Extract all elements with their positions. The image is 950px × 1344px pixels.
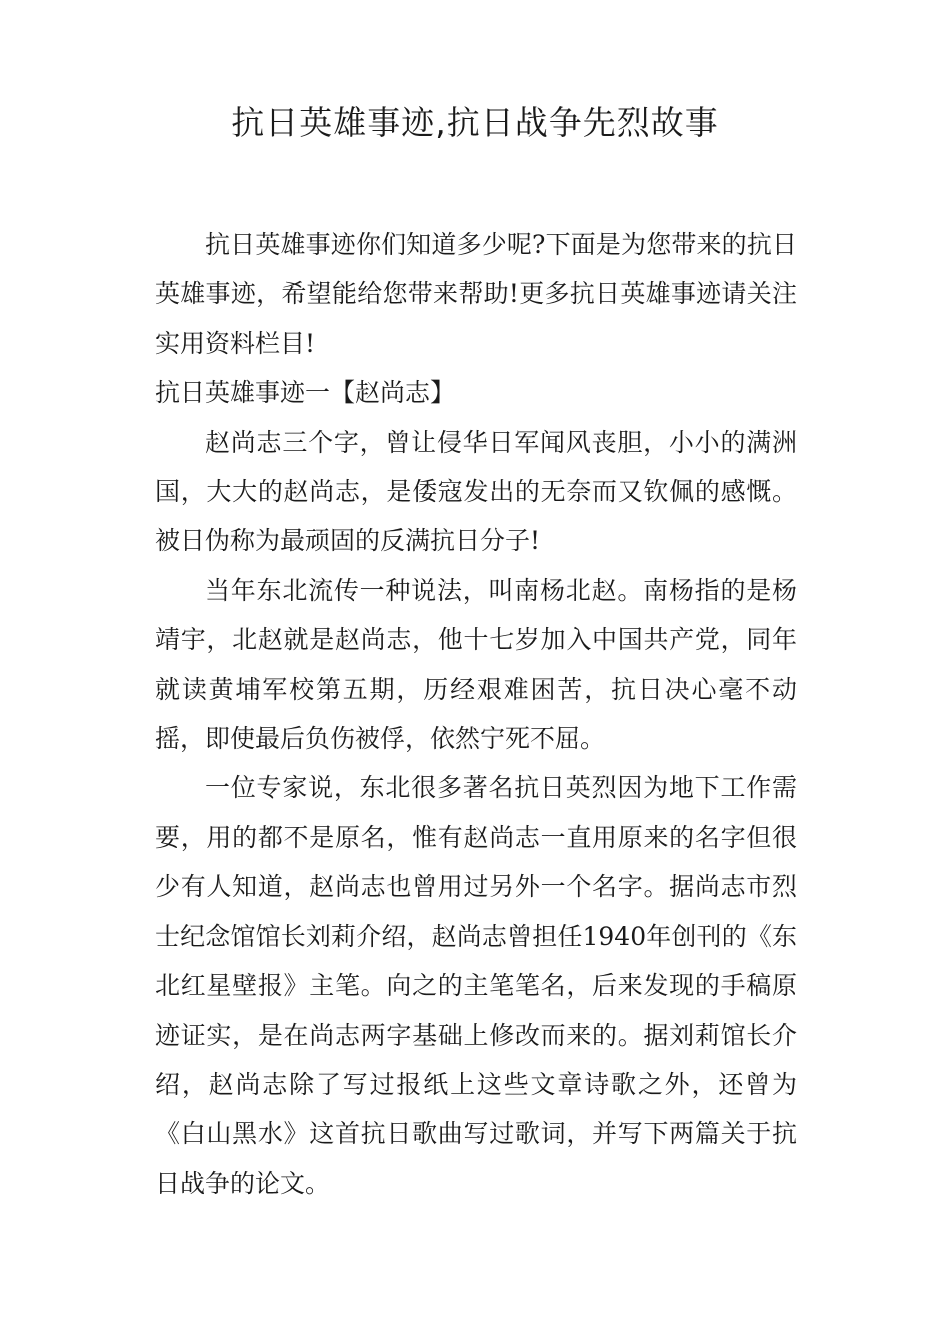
body-paragraph-1: 赵尚志三个字，曾让侵华日军闻风丧胆，小小的满洲国，大大的赵尚志，是倭寇发出的无奈而又钦佩的感慨。被日伪称为最顽固的反满抗日分子! [155,427,797,556]
body-paragraph-3: 一位专家说，东北很多著名抗日英烈因为地下工作需要，用的都不是原名，惟有赵尚志一直用原来的名字但很少有人知道，赵尚志也曾用过另外一个名字。据尚志市烈士纪念馆馆长刘莉介绍，赵尚志曾担任1940年创刊的《东北红星壁报》主笔。向之的主笔笔名，后来发现的手稿原迹证实，是在尚志两字基础上修改而来的。据刘莉馆长介绍，赵尚志除了写过报纸上这些文章诗歌之外，还曾为《白山黑水》这首抗日歌曲写过歌词，并写下两篇关于抗日战争的论文。 [155,773,797,1198]
section-heading: 抗日英雄事迹一【赵尚志】 [155,378,456,408]
document-body [155,220,797,1208]
intro-paragraph: 抗日英雄事迹你们知道多少呢?下面是为您带来的抗日英雄事迹，希望能给您带来帮助!更多抗日英雄事迹请关注实用资料栏目! [155,230,797,358]
body-paragraph-2: 当年东北流传一种说法，叫南杨北赵。南杨指的是杨靖宇，北赵就是赵尚志，他十七岁加入中国共产党，同年就读黄埔军校第五期，历经艰难困苦，抗日决心毫不动摇，即使最后负伤被俘，依然宁死不屈。 [155,575,797,754]
document-title: 抗日英雄事迹,抗日战争先烈故事 [231,103,719,142]
